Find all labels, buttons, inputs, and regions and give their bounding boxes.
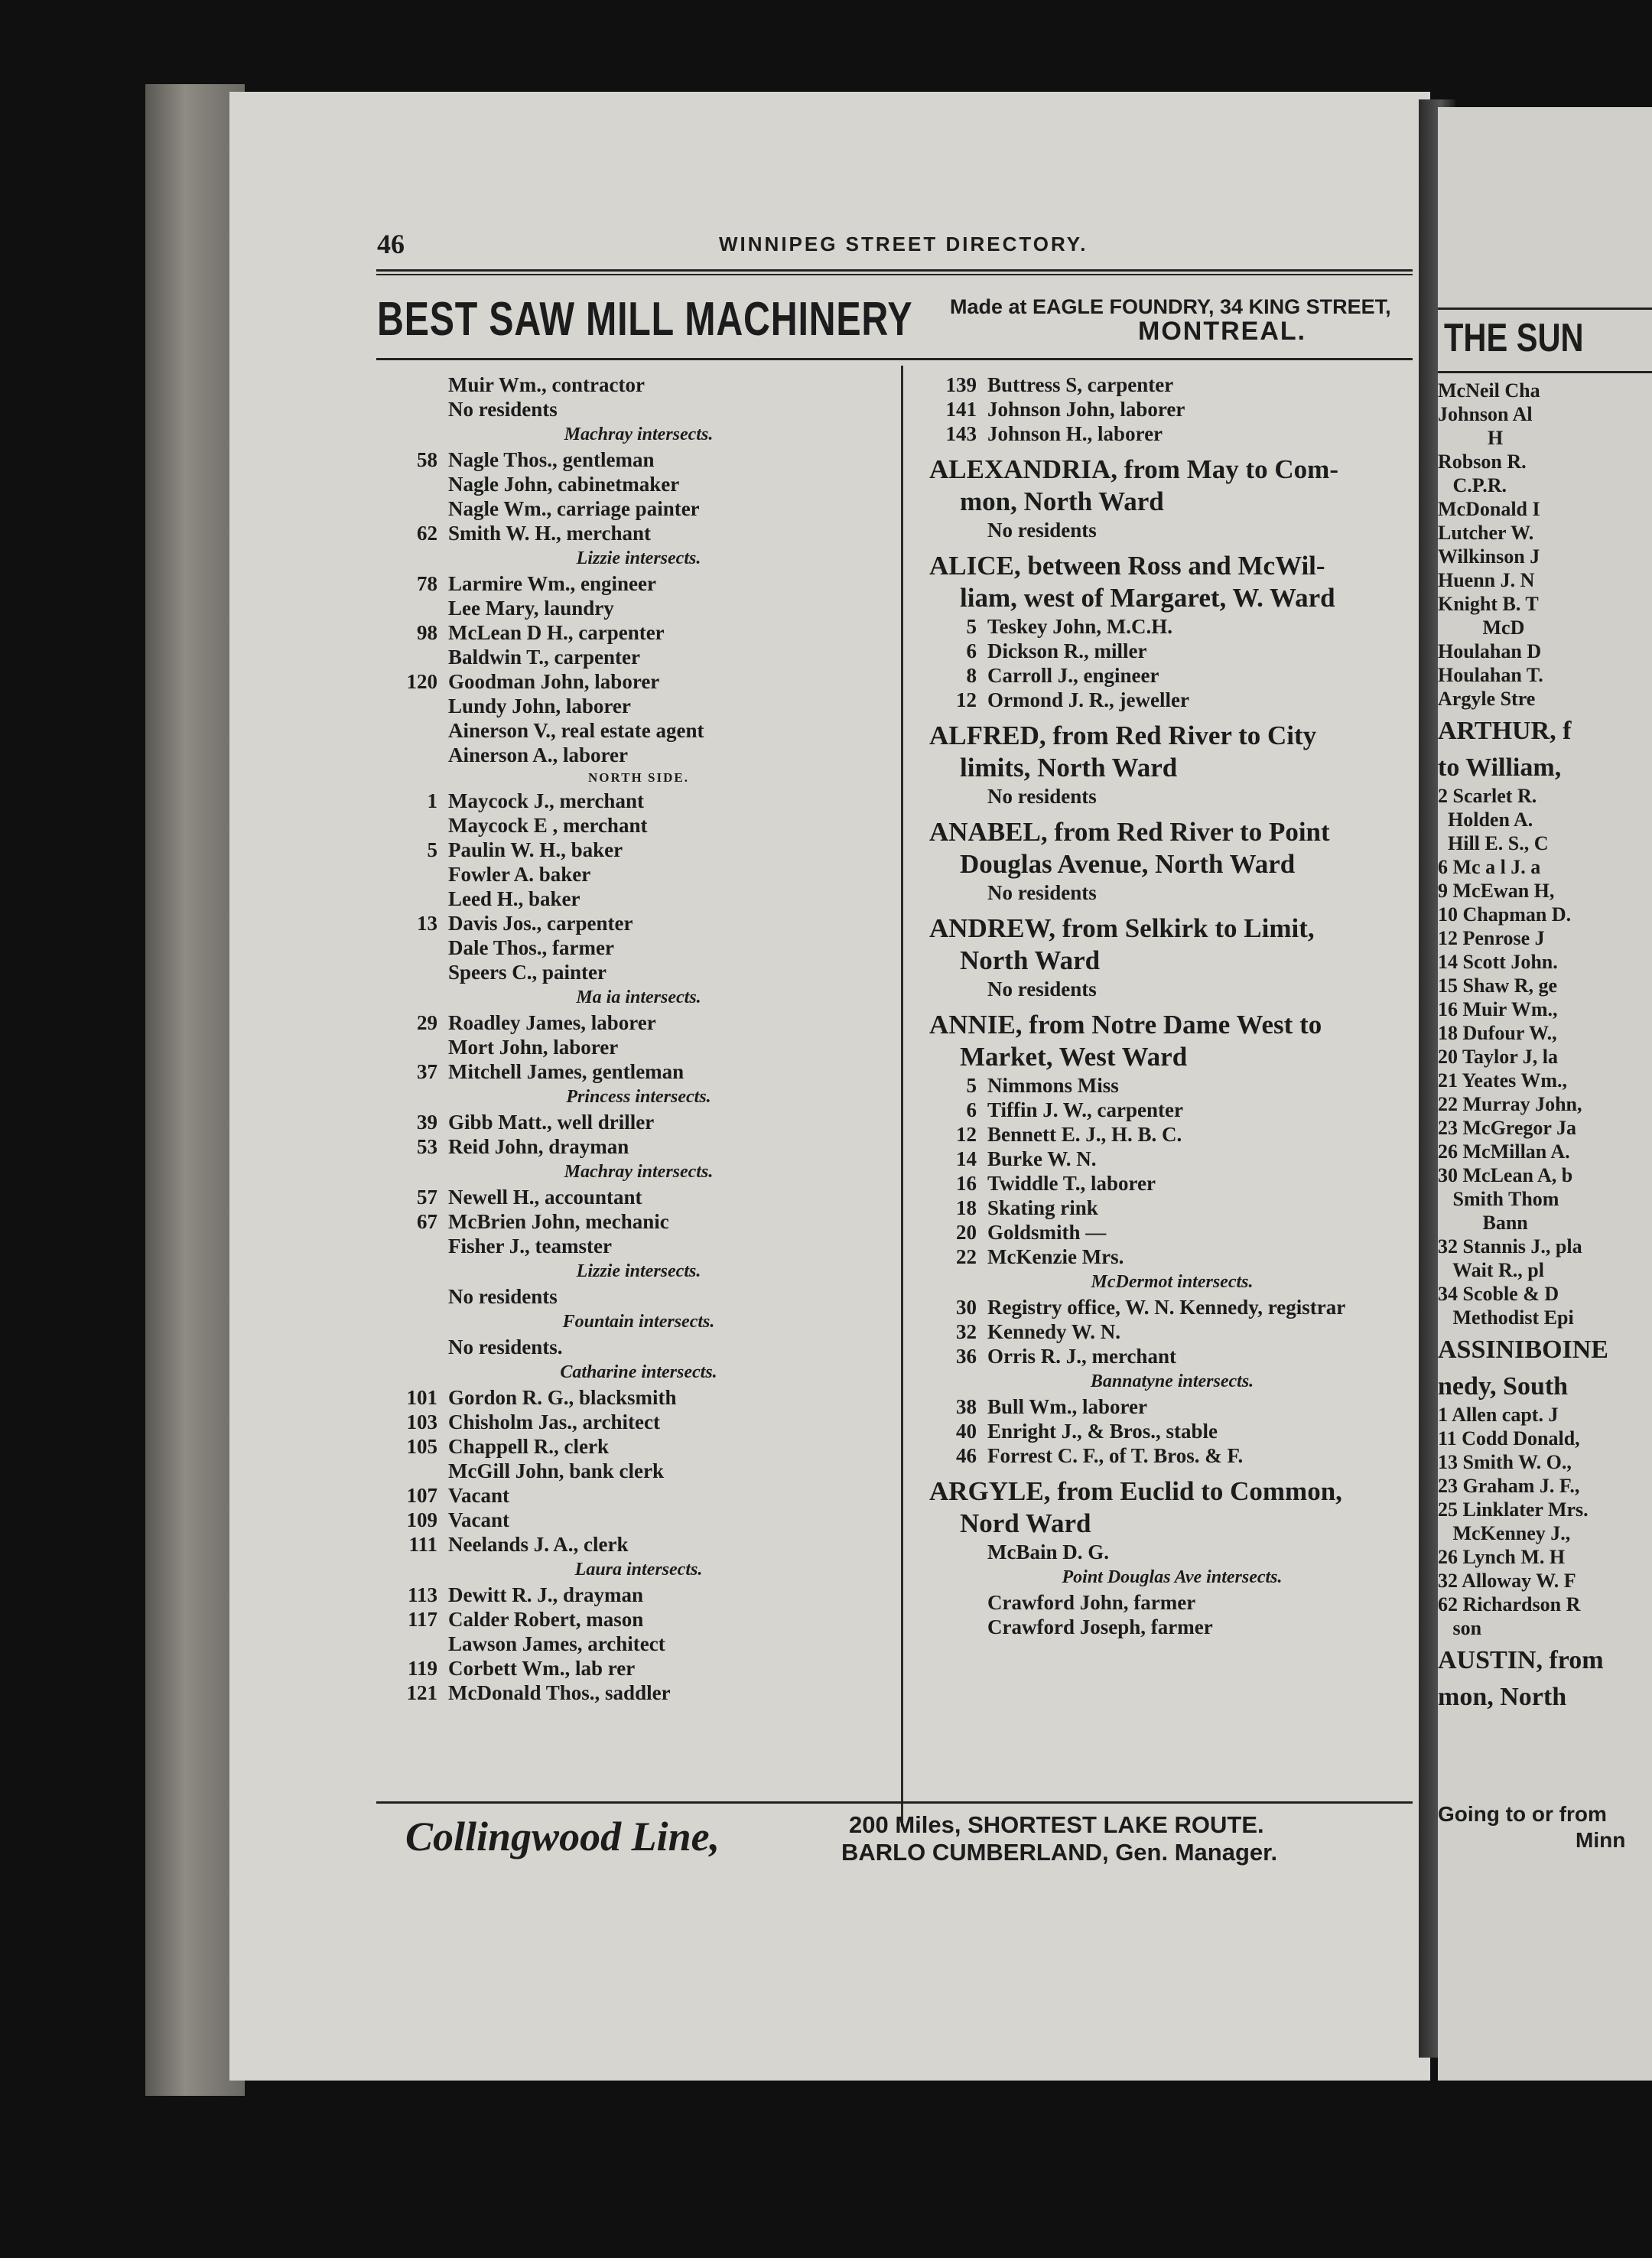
resident-name: Paulin W. H., baker — [448, 838, 623, 861]
intersection-label: Point Douglas Ave intersects. — [1062, 1567, 1283, 1587]
street-heading — [929, 1009, 1415, 1073]
house-number: 8 — [966, 664, 977, 687]
directory-entry: H — [1438, 427, 1504, 449]
resident-name: Maycock J., merchant — [448, 789, 644, 812]
directory-entry — [929, 1394, 1415, 1419]
house-number: 1 — [427, 789, 437, 812]
intersection-label: Lizzie intersects. — [576, 1261, 701, 1281]
resident-name: Orris R. J., merchant — [987, 1345, 1176, 1368]
directory-entry — [390, 1134, 887, 1159]
ad-city: MONTREAL. — [1138, 317, 1307, 346]
resident-name: Skating rink — [987, 1196, 1098, 1219]
directory-entry — [390, 397, 887, 421]
directory-entry — [929, 1196, 1415, 1220]
resident-name: McLean D H., carpenter — [448, 621, 665, 644]
directory-entry — [390, 1410, 887, 1434]
intersection-label: Fountain intersects. — [562, 1312, 715, 1332]
resident-name: Forrest C. F., of T. Bros. & F. — [987, 1444, 1244, 1467]
house-number: 141 — [945, 398, 977, 421]
resident-name: Nagle Thos., gentleman — [448, 448, 655, 471]
directory-entry — [390, 960, 887, 984]
street-heading — [929, 913, 1415, 977]
directory-entry: 34 Scoble & D — [1438, 1283, 1559, 1305]
directory-entry — [390, 596, 887, 620]
right-page-footer-line1: Going to or from — [1438, 1802, 1607, 1826]
footer-ad-line-name: Collingwood Line, — [405, 1814, 720, 1859]
directory-entry: 32 Alloway W. F — [1438, 1570, 1576, 1592]
directory-entry — [929, 1122, 1415, 1147]
directory-entry: 23 Graham J. F., — [1438, 1475, 1580, 1497]
directory-entry — [390, 1110, 887, 1134]
directory-entry — [390, 789, 887, 813]
directory-entry — [390, 1680, 887, 1705]
street-heading-line: ANDREW, from Selkirk to Limit, — [929, 913, 1315, 943]
directory-entry — [390, 1035, 887, 1059]
directory-entry: Smith Thom — [1438, 1188, 1559, 1210]
directory-entry: McKenney J., — [1438, 1522, 1571, 1544]
column-separator — [901, 366, 903, 1827]
house-number: 117 — [407, 1608, 437, 1631]
intersection-label: Princess intersects. — [566, 1087, 711, 1107]
ad-headline: BEST SAW MILL MACHINERY — [377, 293, 913, 346]
resident-name: Maycock E , merchant — [448, 814, 648, 837]
intersection-label: Machray intersects. — [564, 1162, 714, 1182]
intersection-label: Ma ia intersects. — [576, 987, 701, 1007]
resident-name: Roadley James, laborer — [448, 1011, 656, 1034]
directory-entry: Argyle Stre — [1438, 688, 1536, 710]
directory-entry — [929, 373, 1415, 397]
intersection-label: Bannatyne intersects. — [1090, 1371, 1254, 1391]
house-number: 37 — [417, 1060, 437, 1083]
house-number: 101 — [406, 1386, 437, 1409]
directory-entry: 62 Richardson R — [1438, 1593, 1581, 1615]
house-number: 98 — [417, 621, 437, 644]
directory-entry — [929, 1443, 1415, 1468]
directory-entry: Houlahan T. — [1438, 664, 1543, 686]
directory-entry: Holden A. — [1438, 809, 1533, 831]
resident-name: Bennett E. J., H. B. C. — [987, 1123, 1182, 1146]
street-heading: mon, North — [1438, 1683, 1567, 1711]
house-number: 62 — [417, 522, 437, 545]
directory-entry — [929, 1073, 1415, 1098]
house-number: 119 — [407, 1657, 437, 1680]
directory-entry — [390, 373, 887, 397]
resident-name: Gordon R. G., blacksmith — [448, 1386, 677, 1409]
directory-entry — [390, 1656, 887, 1680]
directory-entry: 10 Chapman D. — [1438, 903, 1572, 926]
directory-entry — [390, 1284, 887, 1309]
house-number: 121 — [406, 1681, 437, 1704]
resident-name: Registry office, W. N. Kennedy, registrar — [987, 1296, 1346, 1319]
directory-entry: 1 Allen capt. J — [1438, 1404, 1559, 1426]
resident-name: Neelands J. A., clerk — [448, 1533, 629, 1556]
right-page-body — [1438, 379, 1652, 1713]
resident-name: Dickson R., miller — [987, 639, 1147, 662]
directory-entry — [390, 1385, 887, 1410]
street-heading: ASSINIBOINE — [1438, 1336, 1608, 1364]
house-number: 5 — [966, 1074, 977, 1097]
resident-name: Johnson John, laborer — [987, 398, 1185, 421]
resident-name: Davis Jos., carpenter — [448, 912, 633, 935]
street-heading-continuation: Market, West Ward — [960, 1042, 1188, 1072]
directory-entry: Crawford John, farmer — [987, 1591, 1196, 1614]
directory-entry: 21 Yeates Wm., — [1438, 1069, 1567, 1092]
directory-entry — [390, 1010, 887, 1035]
left-column — [390, 373, 887, 1705]
directory-entry: C.P.R. — [1438, 474, 1507, 496]
house-number: 57 — [417, 1186, 437, 1209]
house-number: 32 — [956, 1320, 977, 1343]
side-label: NORTH SIDE. — [588, 770, 689, 785]
directory-entry: No residents — [987, 978, 1097, 1000]
house-number: 22 — [956, 1245, 977, 1268]
resident-name: Lawson James, architect — [448, 1632, 665, 1655]
house-number: 20 — [956, 1221, 977, 1244]
footer-ad-manager: BARLO CUMBERLAND, Gen. Manager. — [841, 1839, 1278, 1866]
house-number: 5 — [427, 838, 437, 861]
street-heading-continuation: mon, North Ward — [960, 486, 1164, 516]
footer-ad — [405, 1805, 1423, 1882]
resident-name: Fowler A. baker — [448, 863, 591, 886]
house-number: 6 — [966, 1098, 977, 1121]
resident-name: Buttress S, carpenter — [987, 373, 1174, 396]
directory-entry — [390, 1632, 887, 1656]
house-number: 105 — [406, 1435, 437, 1458]
resident-name: Vacant — [448, 1508, 510, 1531]
resident-name: Calder Robert, mason — [448, 1608, 644, 1631]
directory-entry — [390, 1234, 887, 1258]
directory-entry: 26 Lynch M. H — [1438, 1546, 1566, 1568]
street-heading — [929, 720, 1415, 784]
house-number: 12 — [956, 1123, 977, 1146]
intersection-label: Catharine intersects. — [560, 1362, 717, 1382]
house-number: 67 — [417, 1210, 437, 1233]
street-heading: AUSTIN, from — [1438, 1646, 1604, 1674]
street-heading-line: ALICE, between Ross and McWil- — [929, 551, 1325, 581]
directory-entry: 9 McEwan H, — [1438, 880, 1555, 902]
directory-entry: Wilkinson J — [1438, 545, 1540, 568]
resident-name: Enright J., & Bros., stable — [987, 1420, 1218, 1443]
directory-entry — [390, 620, 887, 645]
house-number: 139 — [945, 373, 977, 396]
directory-entry: Robson R. — [1438, 451, 1527, 473]
directory-entry — [390, 1209, 887, 1234]
resident-name: Speers C., painter — [448, 961, 606, 984]
house-number: 113 — [407, 1583, 437, 1606]
directory-entry: 11 Codd Donald, — [1438, 1427, 1580, 1449]
house-number: 13 — [417, 912, 437, 935]
street-heading-continuation: North Ward — [960, 945, 1101, 975]
directory-entry: 14 Scott John. — [1438, 951, 1558, 973]
house-number: 5 — [966, 615, 977, 638]
house-number: 46 — [956, 1444, 977, 1467]
house-number: 143 — [945, 422, 977, 445]
resident-name: No residents. — [448, 1336, 563, 1358]
directory-entry: No residents — [987, 881, 1097, 904]
house-number: 107 — [406, 1484, 437, 1507]
house-number: 14 — [956, 1147, 977, 1170]
street-heading-line: ALEXANDRIA, from May to Com- — [929, 454, 1338, 484]
street-heading-line: ALFRED, from Red River to City — [929, 721, 1317, 750]
resident-name: No residents — [448, 1285, 558, 1308]
directory-entry: Methodist Epi — [1438, 1306, 1574, 1329]
resident-name: McDonald Thos., saddler — [448, 1681, 671, 1704]
resident-name: Lundy John, laborer — [448, 695, 631, 717]
page-number: 46 — [377, 229, 405, 259]
directory-entry: son — [1438, 1617, 1482, 1639]
resident-name: Corbett Wm., lab rer — [448, 1657, 636, 1680]
directory-entry: McD — [1438, 617, 1525, 639]
directory-entry: 22 Murray John, — [1438, 1093, 1582, 1115]
directory-entry — [390, 1459, 887, 1483]
house-number: 58 — [417, 448, 437, 471]
resident-name: Lee Mary, laundry — [448, 597, 614, 620]
directory-entry — [390, 694, 887, 718]
street-heading: nedy, South — [1438, 1372, 1569, 1401]
resident-name: Fisher J., teamster — [448, 1235, 612, 1258]
street-heading — [929, 1476, 1415, 1540]
resident-name: Reid John, drayman — [448, 1135, 629, 1158]
directory-entry — [929, 1171, 1415, 1196]
resident-name: Baldwin T., carpenter — [448, 646, 641, 669]
directory-entry: Huenn J. N — [1438, 569, 1535, 591]
directory-entry — [390, 862, 887, 887]
street-heading-continuation: Nord Ward — [960, 1508, 1091, 1538]
directory-entry: Houlahan D — [1438, 640, 1542, 662]
resident-name: Goldsmith — — [987, 1221, 1107, 1244]
intersection-label: McDermot intersects. — [1091, 1272, 1254, 1292]
directory-entry: 20 Taylor J, la — [1438, 1046, 1559, 1068]
house-number: 38 — [956, 1395, 977, 1418]
street-heading-line: ANNIE, from Notre Dame West to — [929, 1010, 1322, 1040]
directory-entry — [390, 1059, 887, 1084]
house-number: 109 — [406, 1508, 437, 1531]
directory-entry: McNeil Cha — [1438, 379, 1540, 402]
directory-entry — [390, 472, 887, 496]
street-heading-line: ARGYLE, from Euclid to Common, — [929, 1476, 1342, 1506]
directory-entry — [390, 1532, 887, 1557]
directory-entry — [929, 397, 1415, 421]
directory-entry — [929, 1220, 1415, 1245]
directory-entry: 32 Stannis J., pla — [1438, 1235, 1582, 1258]
directory-entry: 18 Dufour W., — [1438, 1022, 1557, 1044]
directory-entry — [390, 496, 887, 521]
street-heading: to William, — [1438, 753, 1562, 782]
resident-name: No residents — [448, 398, 558, 421]
directory-entry: McBain D. G. — [987, 1541, 1109, 1563]
house-number: 18 — [956, 1196, 977, 1219]
directory-entry — [390, 911, 887, 935]
house-number: 29 — [417, 1011, 437, 1034]
street-heading-continuation: limits, North Ward — [960, 753, 1178, 782]
ad-rule — [376, 358, 1413, 360]
street-heading-continuation: Douglas Avenue, North Ward — [960, 849, 1296, 879]
directory-entry — [929, 421, 1415, 446]
house-number: 53 — [417, 1135, 437, 1158]
directory-entry — [390, 1185, 887, 1209]
directory-entry: 2 Scarlet R. — [1438, 785, 1537, 807]
house-number: 30 — [956, 1296, 977, 1319]
directory-entry — [929, 688, 1415, 712]
directory-entry — [390, 887, 887, 911]
resident-name: Nagle John, cabinetmaker — [448, 473, 680, 496]
directory-entry: 16 Muir Wm., — [1438, 998, 1558, 1020]
resident-name: Vacant — [448, 1484, 510, 1507]
directory-entry: 23 McGregor Ja — [1438, 1117, 1576, 1139]
directory-entry — [390, 813, 887, 838]
directory-entry — [929, 1344, 1415, 1368]
running-title: WINNIPEG STREET DIRECTORY. — [719, 233, 1088, 255]
right-page-footer — [1438, 1801, 1625, 1853]
right-page-rule-bottom — [1438, 371, 1652, 373]
resident-name: Gibb Matt., well driller — [448, 1111, 655, 1134]
directory-entry: 13 Smith W. O., — [1438, 1451, 1572, 1473]
directory-entry — [390, 1335, 887, 1359]
right-page — [1438, 107, 1652, 2081]
resident-name: Twiddle T., laborer — [987, 1172, 1156, 1195]
directory-entry — [390, 935, 887, 960]
resident-name: Mort John, laborer — [448, 1036, 619, 1059]
house-number: 111 — [408, 1533, 437, 1556]
intersection-label: Laura intersects. — [574, 1560, 703, 1580]
directory-entry: 12 Penrose J — [1438, 927, 1545, 949]
house-number: 36 — [956, 1345, 977, 1368]
directory-entry: Hill E. S., C — [1438, 832, 1549, 854]
header-rule-top — [376, 269, 1413, 272]
directory-entry: 6 Mc a l J. a — [1438, 856, 1541, 878]
resident-name: Ainerson A., laborer — [448, 743, 628, 766]
resident-name: Tiffin J. W., carpenter — [987, 1098, 1183, 1121]
directory-entry — [390, 571, 887, 596]
directory-entry: 25 Linklater Mrs. — [1438, 1498, 1589, 1521]
resident-name: Teskey John, M.C.H. — [987, 615, 1173, 638]
resident-name: McGill John, bank clerk — [448, 1459, 665, 1482]
directory-entry: Wait R., pl — [1438, 1259, 1544, 1281]
directory-entry: Bann — [1438, 1212, 1528, 1234]
directory-entry — [929, 1319, 1415, 1344]
resident-name: Dale Thos., farmer — [448, 936, 614, 959]
house-number: 40 — [956, 1420, 977, 1443]
directory-entry — [390, 521, 887, 545]
house-number: 39 — [417, 1111, 437, 1134]
resident-name: Ainerson V., real estate agent — [448, 719, 704, 742]
resident-name: Newell H., accountant — [448, 1186, 642, 1209]
directory-entry: McDonald I — [1438, 498, 1540, 520]
right-column — [929, 373, 1415, 1639]
resident-name: Burke W. N. — [987, 1147, 1097, 1170]
street-heading — [929, 454, 1415, 518]
resident-name: Chisholm Jas., architect — [448, 1410, 660, 1433]
street-heading — [929, 550, 1415, 614]
resident-name: Bull Wm., laborer — [987, 1395, 1148, 1418]
directory-entry: Crawford Joseph, farmer — [987, 1615, 1213, 1638]
resident-name: Carroll J., engineer — [987, 664, 1159, 687]
directory-entry: No residents — [987, 519, 1097, 542]
house-number: 78 — [417, 572, 437, 595]
resident-name: Larmire Wm., engineer — [448, 572, 656, 595]
directory-entry — [390, 1607, 887, 1632]
directory-entry — [390, 1483, 887, 1508]
directory-entry — [390, 1508, 887, 1532]
resident-name: Mitchell James, gentleman — [448, 1060, 685, 1083]
directory-entry: Lutcher W. — [1438, 522, 1534, 544]
directory-entry: 15 Shaw R, ge — [1438, 974, 1558, 997]
resident-name: Nagle Wm., carriage painter — [448, 497, 700, 520]
directory-entry: Johnson Al — [1438, 403, 1533, 425]
directory-entry — [390, 1434, 887, 1459]
ad-made-at: Made at EAGLE FOUNDRY, 34 KING STREET, — [950, 295, 1391, 318]
resident-name: Leed H., baker — [448, 887, 580, 910]
resident-name: Johnson H., laborer — [987, 422, 1163, 445]
header-rule-bottom — [376, 274, 1413, 275]
directory-entry: 26 McMillan A. — [1438, 1140, 1570, 1163]
resident-name: Chappell R., clerk — [448, 1435, 610, 1458]
street-heading: ARTHUR, f — [1438, 717, 1572, 745]
directory-entry — [929, 639, 1415, 663]
resident-name: Smith W. H., merchant — [448, 522, 652, 545]
house-number: 12 — [956, 688, 977, 711]
resident-name: Nimmons Miss — [987, 1074, 1119, 1097]
resident-name: McBrien John, mechanic — [448, 1210, 669, 1233]
resident-name: Muir Wm., contractor — [448, 373, 645, 396]
directory-entry: No residents — [987, 785, 1097, 808]
directory-entry — [929, 1295, 1415, 1319]
intersection-label: Machray intersects. — [564, 425, 714, 444]
intersection-label: Lizzie intersects. — [576, 548, 701, 568]
street-heading-continuation: liam, west of Margaret, W. Ward — [960, 583, 1335, 613]
directory-entry — [929, 663, 1415, 688]
directory-entry: 30 McLean A, b — [1438, 1164, 1573, 1186]
directory-entry — [929, 614, 1415, 639]
house-number: 16 — [956, 1172, 977, 1195]
resident-name: Goodman John, laborer — [448, 670, 660, 693]
house-number: 6 — [966, 639, 977, 662]
directory-entry — [929, 1245, 1415, 1269]
house-number: 120 — [406, 670, 437, 693]
directory-entry — [390, 718, 887, 743]
right-page-footer-line2: Minn — [1576, 1828, 1626, 1852]
house-number: 103 — [406, 1410, 437, 1433]
right-page-rule-top — [1438, 307, 1652, 310]
directory-entry — [929, 1419, 1415, 1443]
directory-entry — [929, 1098, 1415, 1122]
resident-name: Ormond J. R., jeweller — [987, 688, 1189, 711]
directory-entry — [390, 1583, 887, 1607]
resident-name: Dewitt R. J., drayman — [448, 1583, 643, 1606]
directory-entry — [390, 645, 887, 669]
directory-entry — [390, 838, 887, 862]
resident-name: Kennedy W. N. — [987, 1320, 1121, 1343]
street-heading — [929, 816, 1415, 880]
resident-name: McKenzie Mrs. — [987, 1245, 1124, 1268]
directory-entry — [390, 447, 887, 472]
footer-ad-route: 200 Miles, SHORTEST LAKE ROUTE. — [849, 1811, 1264, 1838]
footer-rule — [376, 1801, 1413, 1804]
right-page-title: THE SUN — [1444, 316, 1584, 360]
directory-entry: Knight B. T — [1438, 593, 1539, 615]
directory-entry — [390, 743, 887, 767]
street-heading-line: ANABEL, from Red River to Point — [929, 817, 1330, 847]
directory-entry — [929, 1147, 1415, 1171]
directory-entry — [390, 669, 887, 694]
